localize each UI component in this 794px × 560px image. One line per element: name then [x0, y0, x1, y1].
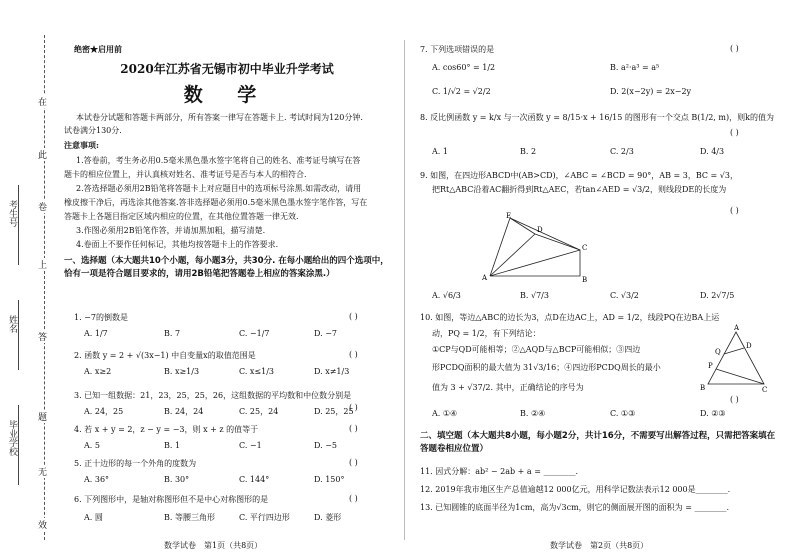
note-line: 橡皮擦干净后，再选涂其他答案.答非选择题必须用0.5毫米黑色墨水签字笔作答，写在: [64, 198, 368, 207]
option: D. ②③: [700, 409, 726, 418]
page-2-footer: 数学试卷 第2页（共8页）: [550, 541, 649, 550]
subject-title: 数 学: [183, 84, 271, 106]
label-p: P: [708, 362, 713, 370]
answer-paren: ( ): [349, 312, 358, 321]
figure-q10: [700, 322, 770, 392]
label-a: A: [482, 274, 488, 282]
option: B. 1: [164, 441, 181, 450]
answer-paren: ( ): [349, 458, 358, 467]
seal-char: 卷: [38, 200, 47, 213]
answer-paren: ( ): [730, 128, 739, 137]
label-c: C: [582, 244, 588, 252]
option: A. cos60° = 1/2: [432, 63, 496, 72]
option: C. 1/√2 = √2/2: [432, 87, 491, 96]
note-line: 3.作图必须用2B铅笔作答，并请加黑加粗，描写清楚.: [76, 226, 266, 235]
option: D. 25，25: [314, 407, 354, 416]
exam-number-line: [18, 185, 29, 265]
seal-char: 此: [38, 148, 47, 161]
option: B. 2: [520, 147, 537, 156]
option: D. x≠1/3: [314, 367, 350, 376]
exam-title: 2020年江苏省无锡市初中毕业升学考试: [120, 62, 334, 76]
segment-dc: [535, 234, 580, 250]
option: B. 7: [164, 329, 181, 338]
segment-ec: [510, 218, 580, 250]
label-d: D: [537, 226, 543, 234]
option: C. 144°: [239, 475, 270, 484]
question-stem: 8. 反比例函数 y = k/x 与一次函数 y = 8/15·x + 16/15 的图形有一个交点 B(1/2, m)，则k的值为: [420, 113, 774, 122]
question-stem: 9. 如图，在四边形ABCD中(AB>CD)，∠ABC = ∠BCD = 90°，AB = 3，BC = √3，: [420, 171, 738, 180]
question-stem: 4. 若 x + y = 2，z − y = −3，则 x + z 的值等于: [74, 425, 259, 434]
option: A. 圆: [84, 513, 103, 522]
option: B. ②④: [520, 409, 546, 418]
note-line: 2.答选择题必须用2B铅笔将答题卡上对应题目中的选项标号涂黑.如需改动，请用: [76, 184, 362, 193]
school-line: [18, 405, 29, 485]
question-stem: 3. 已知一组数据：21，23，25，25，26，这组数据的平均数和中位数分别是: [74, 391, 352, 400]
option: D. −7: [314, 329, 338, 338]
option: D. 150°: [314, 475, 345, 484]
question-stem: 动，PQ = 1/2，有下列结论：: [432, 329, 541, 338]
label-q: Q: [715, 348, 721, 356]
option: C. 2/3: [610, 147, 634, 156]
option: A. x≥2: [84, 367, 112, 376]
notes-title: 注意事项:: [64, 140, 99, 150]
question-stem: 形PCDQ面积的最大值为 31√3/16；④四边形PCDQ周长的最小: [432, 363, 661, 372]
name-line: [18, 300, 29, 370]
note-line: 答题卡上各题目指定区域内相应的位置，在其他位置答题一律无效.: [64, 212, 299, 221]
section-1-heading: 一、选择题（本大题共10个小题，每小题3分，共30分. 在每小题给出的四个选项中，恰有一项是符合题目要求的，请用2B铅笔把答题卷上相应的答案涂黑.）: [64, 256, 389, 279]
option: D. 4/3: [700, 147, 725, 156]
note-line: 题卡的相应位置上，并认真核对姓名、准考证号是否与本人的相符合.: [64, 170, 307, 179]
answer-paren: ( ): [349, 494, 358, 503]
question-stem: 把Rt△ABC沿着AC翻折得到Rt△AEC，若tan∠AED = √3/2，则线段DE的长度为: [432, 185, 727, 194]
exam-number-label: 考生号: [7, 200, 17, 227]
option: A. 5: [84, 441, 100, 450]
label-b: B: [582, 276, 588, 282]
seal-char: 答: [38, 330, 47, 343]
note-line: 1.答卷前，考生务必用0.5毫米黑色墨水签字笔将自己的姓名、准考证号填写在答: [76, 156, 361, 165]
answer-paren: ( ): [730, 44, 739, 53]
seal-char: 效: [38, 518, 47, 531]
intro-line: 试卷满分130分.: [64, 126, 122, 135]
option: B. 等腰三角形: [164, 513, 215, 522]
option: D. 2(x−2y) = 2x−2y: [610, 87, 692, 96]
fill-question: 13. 已知圆锥的底面半径为1cm，高为√3cm，则它的侧面展开图的面积为 = ________.: [420, 503, 730, 512]
intro-line: 本试卷分试题和答题卡两部分，所有答案一律写在答题卡上. 考试时间为120分钟.: [76, 113, 363, 122]
figure-q9: [480, 212, 590, 282]
option: C. 平行四边形: [239, 513, 290, 522]
option: A. 24，25: [84, 407, 124, 416]
option: C. −1: [239, 441, 262, 450]
question-stem: 2. 函数 y = 2 + √(3x−1) 中自变量x的取值范围是: [74, 351, 256, 360]
option: D. 菱形: [314, 513, 342, 522]
binding-margin: [0, 0, 60, 560]
option: B. 24，24: [164, 407, 204, 416]
section-2-heading: 二、填空题（本大题共8小题，每小题2分，共计16分，不需要写出解答过程，只需把答案填在答题卷相应位置）: [420, 431, 776, 454]
note-line: 4.卷面上不要作任何标记，其他均按答题卡上的作答要求.: [76, 240, 279, 249]
page-1-footer: 数学试卷 第1页（共8页）: [164, 541, 263, 550]
triangle-abc: [708, 332, 764, 384]
option: B. √7/3: [520, 291, 549, 300]
column-divider: [404, 40, 405, 540]
label-d: D: [746, 342, 752, 350]
school-label: 毕业学校: [7, 420, 17, 456]
fill-question: 11. 因式分解：ab² − 2ab + a = ________.: [420, 467, 579, 476]
option: B. a²·a³ = a⁵: [610, 63, 660, 72]
answer-paren: ( ): [730, 395, 739, 404]
answer-paren: ( ): [349, 424, 358, 433]
option: B. x≥1/3: [164, 367, 200, 376]
seal-char: 上: [38, 258, 47, 271]
page-1: [64, 0, 390, 560]
question-stem: 1. −7的倒数是: [74, 313, 128, 322]
seal-char: 在: [38, 95, 47, 108]
question-stem: ①CP与QD可能相等；②△AQD与△BCP可能相似；③四边: [432, 345, 641, 354]
segment-ed: [510, 218, 535, 234]
label-b: B: [700, 384, 706, 392]
answer-paren: ( ): [349, 403, 358, 412]
seal-char: 题: [38, 410, 47, 423]
page-2: [420, 0, 780, 560]
label-c: C: [762, 386, 768, 392]
question-stem: 5. 正十边形的每一个外角的度数为: [74, 459, 197, 468]
label-e: E: [506, 212, 512, 220]
option: C. −1/7: [239, 329, 270, 338]
answer-paren: ( ): [730, 206, 739, 215]
secret-mark: 绝密★启用前: [74, 44, 122, 54]
question-stem: 10. 如图，等边△ABC的边长为3，点D在边AC上，AD = 1/2，线段PQ在边BA上运: [420, 313, 720, 322]
option: C. √3/2: [610, 291, 639, 300]
label-a: A: [734, 324, 740, 332]
seal-char: 无: [38, 465, 47, 478]
option: D. −5: [314, 441, 338, 450]
option: A. √6/3: [432, 291, 461, 300]
question-stem: 7. 下列选项错误的是: [420, 45, 495, 54]
option: D. 2√7/5: [700, 291, 735, 300]
option: C. 25，24: [239, 407, 279, 416]
question-stem: 6. 下列图形中，是轴对称图形但不是中心对称图形的是: [74, 495, 269, 504]
answer-paren: ( ): [349, 350, 358, 359]
option: A. 1: [432, 147, 448, 156]
question-stem: 值为 3 + √37/2. 其中，正确结论的序号为: [432, 383, 584, 392]
option: C. ①③: [610, 409, 636, 418]
option: A. ①④: [432, 409, 458, 418]
option: A. 36°: [84, 475, 110, 484]
option: A. 1/7: [84, 329, 108, 338]
segment-ae: [490, 218, 510, 276]
option: C. x≤1/3: [239, 367, 275, 376]
option: B. 30°: [164, 475, 190, 484]
name-label: 姓名: [7, 315, 17, 333]
fill-question: 12. 2019年我市地区生产总值逾越12 000亿元，用科学记数法表示12 000是________.: [420, 485, 731, 494]
